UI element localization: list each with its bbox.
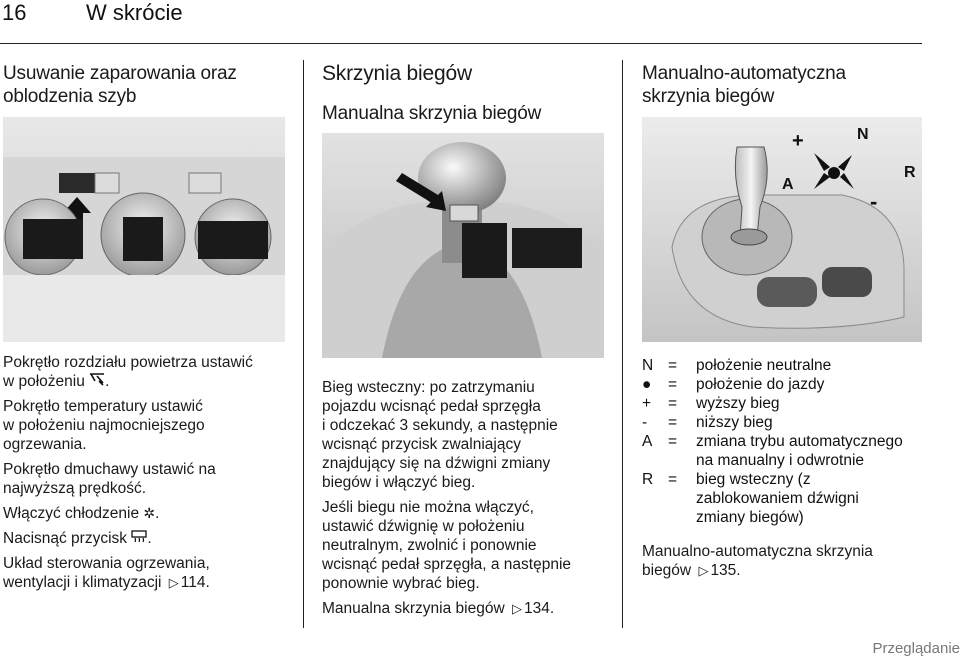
legend-row-neutral: N = położenie neutralne [642, 357, 832, 374]
column-divider-1 [303, 60, 304, 628]
shift-label-minus: - [870, 189, 878, 214]
page-reference-arrow-icon: ▷ [168, 575, 179, 590]
page-reference-arrow-icon: ▷ [698, 563, 709, 578]
header-rule [0, 43, 922, 44]
col2-subtitle: Manualna skrzynia biegów [322, 103, 542, 124]
col3-page-link[interactable]: 135. [710, 562, 741, 579]
col2-reference: Manualna skrzynia biegów ▷ 134. [322, 600, 555, 617]
legend-row-upshift: + = wyższy bieg [642, 395, 780, 412]
page-number: 16 [2, 0, 27, 25]
col1-step-reference: Układ sterowania ogrzewania, wentylacji i klimatyzacji ▷ 114. [3, 555, 210, 591]
col3-reference: Manualno-automatyczna skrzynia biegów ▷ 135. [642, 543, 873, 579]
ac-snowflake-icon: ✲ [143, 505, 156, 521]
col1-step-button: Nacisnąć przycisk . [3, 530, 152, 547]
legend-row-drive: ● = położenie do jazdy [642, 376, 825, 393]
column-divider-2 [622, 60, 623, 628]
legend-row-reverse: R = bieg wsteczny (z zablokowaniem dźwigni zmiany biegów) [642, 471, 859, 526]
section-title: W skrócie [86, 0, 183, 25]
col2-page-link[interactable]: 134. [523, 600, 555, 617]
climate-control-illustration [3, 117, 285, 342]
col2-gear-fail-paragraph: Jeśli biegu nie można włączyć, ustawić dźwignię w położeniu neutralnym, zwolnić i ponownie wcisnąć pedał sprzęgła, a następnie ponownie wybrać bieg. [322, 499, 572, 592]
page-reference-arrow-icon: ▷ [511, 601, 522, 616]
col1-step-air-distribution: Pokrętło rozdziału powietrza ustawić w położeniu . [3, 354, 253, 390]
col3-title: Manualno-automatyczna skrzynia biegów [642, 63, 846, 107]
shift-label-r: R [904, 164, 916, 181]
col2-title: Skrzynia biegów [322, 62, 472, 85]
shift-label-a: A [782, 176, 794, 193]
col1-body [3, 353, 298, 598]
legend-row-mode-switch: A = zmiana trybu automatycznego na manualny i odwrotnie [642, 433, 903, 469]
automated-gearshift-illustration [642, 117, 922, 342]
col1-step-fan: Pokrętło dmuchawy ustawić na najwyższą prędkość. [3, 461, 216, 497]
col1-step-cooling: Włączyć chłodzenie ✲. [3, 505, 160, 522]
col2-body [322, 378, 612, 624]
shift-legend [642, 356, 942, 527]
legend-row-downshift: - = niższy bieg [642, 414, 773, 431]
shift-label-plus: + [792, 130, 804, 152]
col1-title: Usuwanie zaparowania oraz oblodzenia szyb [3, 63, 237, 107]
shift-label-n: N [857, 126, 869, 143]
col2-reverse-gear-paragraph: Bieg wsteczny: po zatrzymaniu pojazdu wcisnąć pedał sprzęgła i odczekać 3 sekundy, a następnie wcisnąć przycisk zwalniający znajdujący się na dźwigni zmiany biegów i włączyć bieg. [322, 379, 558, 491]
air-distribution-windscreen-icon [89, 372, 105, 391]
col1-step-temperature: Pokrętło temperatury ustawić w położeniu najmocniejszego ogrzewania. [3, 398, 205, 453]
col1-page-link[interactable]: 114. [180, 574, 210, 591]
next-section-link[interactable]: Przeglądanie [872, 640, 960, 657]
manual-gearshift-illustration [322, 133, 604, 358]
rear-window-heater-icon [131, 529, 147, 548]
